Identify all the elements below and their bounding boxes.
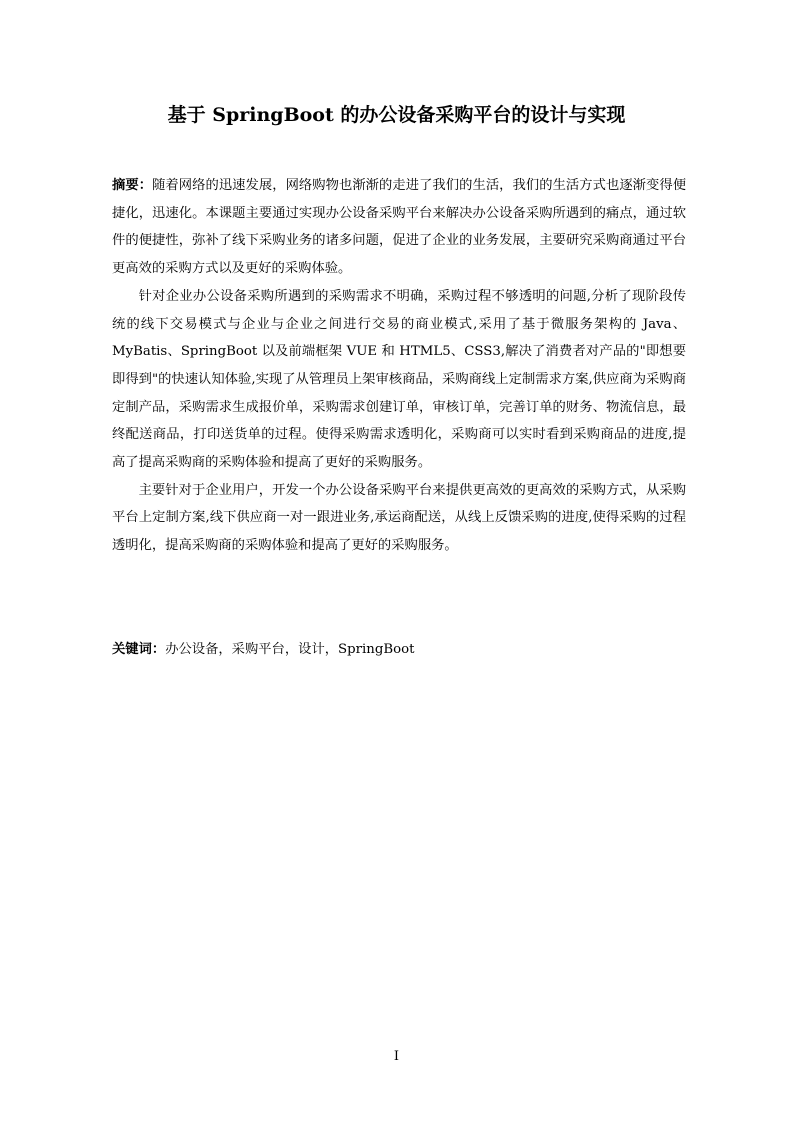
paper-title: 基于 SpringBoot 的办公设备采购平台的设计与实现 [167, 104, 626, 126]
abstract-paragraph-1 [112, 172, 686, 283]
page-number: I [393, 1049, 400, 1064]
abstract-paragraph-1-text: 随着网络的迅速发展，网络购物也渐渐的走进了我们的生活，我们的生活方式也逐渐变得便捷化，迅速化。本课题主要通过实现办公设备采购平台来解决办公设备采购所遇到的痛点，通过软件的便捷性，弥补了线下采购业务的诸多问题，促进了企业的业务发展，主要研究采购商通过平台更高效的采购方式以及更好的采购体验。 [112, 178, 687, 277]
abstract-paragraph-3: 主要针对于企业用户，开发一个办公设备采购平台来提供更高效的更高效的采购方式，从采购平台上定制方案,线下供应商一对一跟进业务,承运商配送，从线上反馈采购的进度,使得采购的过程透明化，提高采购商的采购体验和提高了更好的采购服务。 [112, 482, 686, 554]
abstract-paragraph-2: 针对企业办公设备采购所遇到的采购需求不明确，采购过程不够透明的问题,分析了现阶段传统的线下交易模式与企业与企业之间进行交易的商业模式,采用了基于微服务架构的 Java、MyBatis、SpringBoot 以及前端框架 VUE 和 HTML5、CSS3,解决了消费者对产品的"即想要即得到"的快速认知体验,实现了从管理员上架审核商品，采购商线上定制需求方案,供应商为采购商定制产品，采购需求生成报价单，采购需求创建订单，审核订单，完善订单的财务、物流信息，最终配送商品，打印送货单的过程。使得采购需求透明化，采购商可以实时看到采购商品的进度,提高了提高采购商的采购体验和提高了更好的采购服务。 [112, 288, 686, 471]
keywords-line [112, 636, 686, 664]
keywords-text: 办公设备，采购平台，设计，SpringBoot [165, 642, 415, 657]
abstract-section [112, 172, 686, 560]
keywords-label: 关键词： [112, 642, 166, 657]
abstract-label: 摘要： [112, 178, 153, 193]
